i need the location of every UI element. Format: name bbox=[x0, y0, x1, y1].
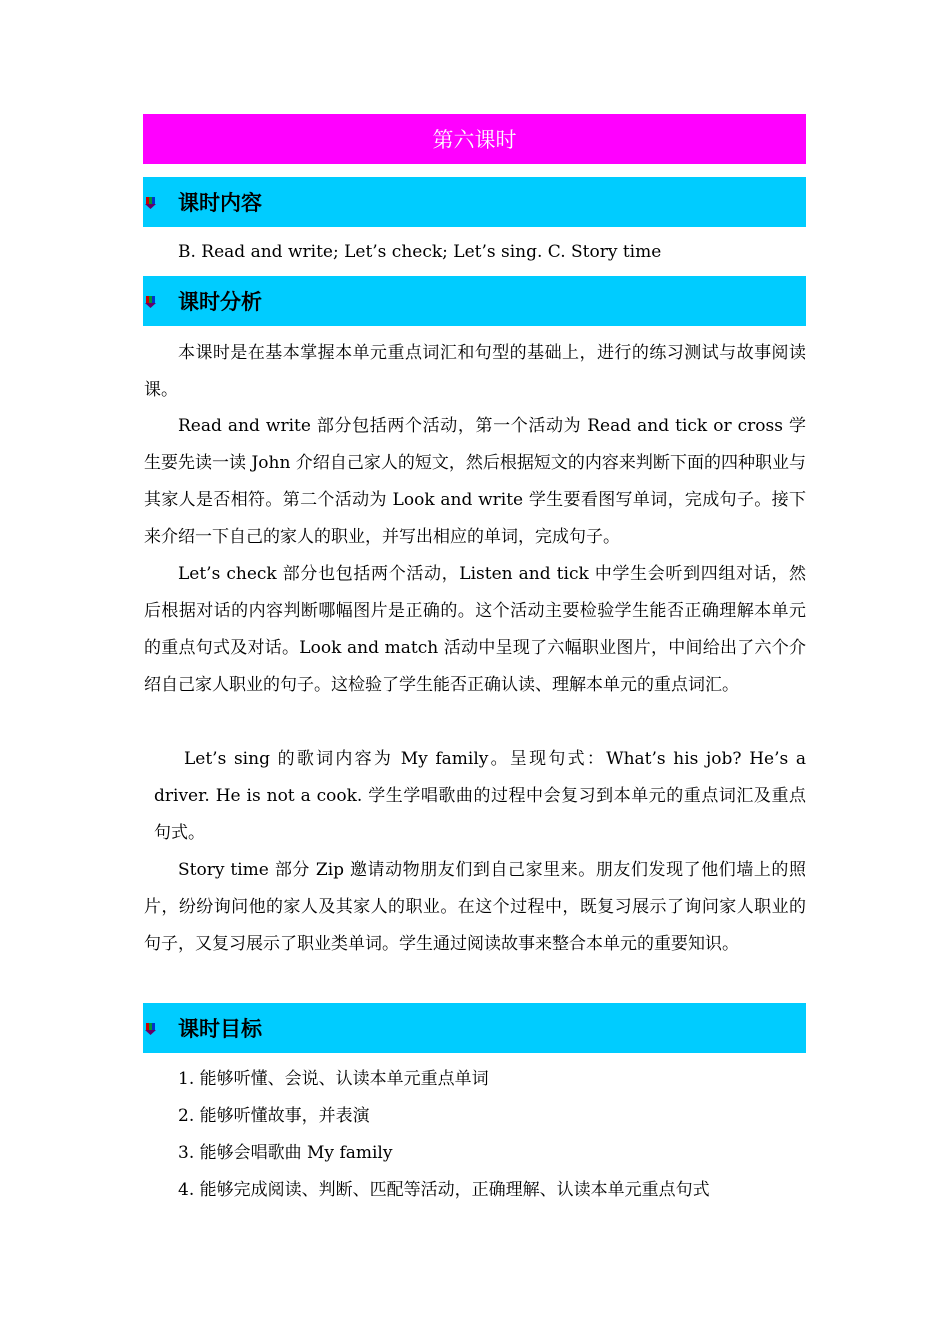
goal-item-4: 4. 能够完成阅读、判断、匹配等活动，正确理解、认读本单元重点句式 bbox=[178, 1180, 710, 1200]
analysis-paragraph-2 bbox=[144, 408, 806, 556]
analysis-paragraph-text: Let’s check 部分也包括两个活动，Listen and tick 中学生会听到四组对话，然后根据对话的内容判断哪幅图片是正确的。这个活动主要检验学生能否正确理解本单元的重点句式及对话。Look and match 活动中呈现了六幅职业图片，中间给出了六个介绍自己家人职业的句子。这检验了学生能否正确认读、理解本单元的重点词汇。 bbox=[144, 564, 806, 695]
analysis-paragraph-text: Read and write 部分包括两个活动，第一个活动为 Read and tick or cross 学生要先读一读 John 介绍自己家人的短文，然后根据短文的内容来判断下面的四种职业与其家人是否相符。第二个活动为 Look and write 学生要看图写单词，完成句子。接下来介绍一下自己的家人的职业，并写出相应的单词，完成句子。 bbox=[144, 416, 806, 547]
lesson-title: 第六课时 bbox=[432, 128, 517, 152]
bullet-icon bbox=[145, 296, 156, 308]
section-analysis-heading: 课时分析 bbox=[178, 290, 262, 314]
section-content-header bbox=[143, 177, 806, 227]
bullet-icon bbox=[145, 197, 156, 209]
section-analysis-header bbox=[143, 276, 806, 326]
goal-item-1: 1. 能够听懂、会说、认读本单元重点单词 bbox=[178, 1069, 489, 1089]
section-content-text: B. Read and write; Let’s check; Let’s sing. C. Story time bbox=[178, 242, 662, 262]
lesson-title-bar bbox=[143, 114, 806, 164]
analysis-paragraph-3 bbox=[144, 556, 806, 704]
analysis-paragraph-text: Story time 部分 Zip 邀请动物朋友们到自己家里来。朋友们发现了他们墙上的照片，纷纷询问他的家人及其家人的职业。在这个过程中，既复习展示了询问家人职业的句子，又复习展示了职业类单词。学生通过阅读故事来整合本单元的重要知识。 bbox=[144, 860, 806, 954]
analysis-paragraph-text: Let’s sing 的歌词内容为 My family。呈现句式：What’s his job? He’s a driver. He is not a cook. 学生学唱歌曲的过程中会复习到本单元的重点词汇及重点句式。 bbox=[154, 749, 806, 843]
section-goals-heading: 课时目标 bbox=[178, 1017, 262, 1041]
goal-item-3: 3. 能够会唱歌曲 My family bbox=[178, 1143, 393, 1163]
analysis-paragraph-5 bbox=[144, 852, 806, 963]
section-content-heading: 课时内容 bbox=[178, 191, 262, 215]
analysis-paragraph-4 bbox=[144, 741, 806, 852]
analysis-paragraph-text: 本课时是在基本掌握本单元重点词汇和句型的基础上，进行的练习测试与故事阅读课。 bbox=[144, 343, 806, 400]
section-goals-header bbox=[143, 1003, 806, 1053]
analysis-paragraph-1 bbox=[144, 335, 806, 409]
bullet-icon bbox=[145, 1023, 156, 1035]
goal-item-2: 2. 能够听懂故事，并表演 bbox=[178, 1106, 370, 1126]
